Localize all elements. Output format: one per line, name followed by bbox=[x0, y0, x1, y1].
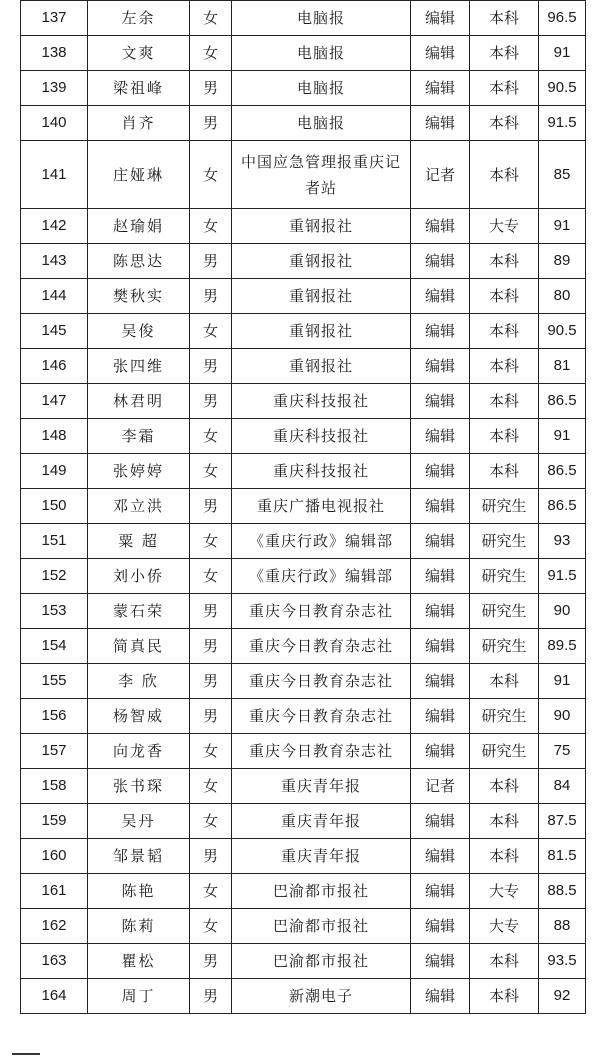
cell-position: 编辑 bbox=[411, 699, 470, 734]
cell-number: 137 bbox=[21, 1, 88, 36]
cell-name: 李 欣 bbox=[88, 664, 190, 699]
cell-unit: 重庆今日教育杂志社 bbox=[232, 629, 411, 664]
cell-number: 147 bbox=[21, 384, 88, 419]
cell-education: 大专 bbox=[470, 209, 539, 244]
cell-name: 庄娅琳 bbox=[88, 141, 190, 209]
cell-position: 编辑 bbox=[411, 209, 470, 244]
cell-education: 本科 bbox=[470, 349, 539, 384]
table-row bbox=[21, 1, 586, 36]
cell-education: 本科 bbox=[470, 839, 539, 874]
table-row bbox=[21, 36, 586, 71]
cell-position: 编辑 bbox=[411, 279, 470, 314]
cell-unit: 电脑报 bbox=[232, 1, 411, 36]
cell-score: 93 bbox=[539, 524, 586, 559]
cell-score: 96.5 bbox=[539, 1, 586, 36]
cell-education: 本科 bbox=[470, 664, 539, 699]
cell-number: 142 bbox=[21, 209, 88, 244]
cell-unit: 电脑报 bbox=[232, 71, 411, 106]
cell-score: 90.5 bbox=[539, 71, 586, 106]
cell-gender: 女 bbox=[190, 454, 232, 489]
cell-name: 简真民 bbox=[88, 629, 190, 664]
cell-education: 本科 bbox=[470, 1, 539, 36]
cell-name: 蒙石荣 bbox=[88, 594, 190, 629]
cell-unit: 重钢报社 bbox=[232, 244, 411, 279]
cell-score: 75 bbox=[539, 734, 586, 769]
table-body bbox=[21, 1, 586, 1014]
cell-unit: 重庆科技报社 bbox=[232, 454, 411, 489]
cell-gender: 男 bbox=[190, 384, 232, 419]
cell-name: 邓立洪 bbox=[88, 489, 190, 524]
cell-number: 148 bbox=[21, 419, 88, 454]
cell-number: 145 bbox=[21, 314, 88, 349]
cell-unit: 巴渝都市报社 bbox=[232, 874, 411, 909]
cell-number: 149 bbox=[21, 454, 88, 489]
cell-position: 编辑 bbox=[411, 419, 470, 454]
cell-unit: 重庆今日教育杂志社 bbox=[232, 734, 411, 769]
cell-education: 本科 bbox=[470, 944, 539, 979]
cell-position: 编辑 bbox=[411, 804, 470, 839]
cell-education: 本科 bbox=[470, 979, 539, 1014]
cell-education: 研究生 bbox=[470, 559, 539, 594]
cell-position: 记者 bbox=[411, 769, 470, 804]
cell-education: 本科 bbox=[470, 314, 539, 349]
cell-score: 90 bbox=[539, 594, 586, 629]
cell-name: 邹景韬 bbox=[88, 839, 190, 874]
cell-number: 138 bbox=[21, 36, 88, 71]
cell-score: 86.5 bbox=[539, 489, 586, 524]
cell-education: 大专 bbox=[470, 909, 539, 944]
table-row bbox=[21, 839, 586, 874]
cell-gender: 男 bbox=[190, 594, 232, 629]
cell-education: 研究生 bbox=[470, 594, 539, 629]
cell-number: 151 bbox=[21, 524, 88, 559]
cell-number: 154 bbox=[21, 629, 88, 664]
cell-gender: 女 bbox=[190, 909, 232, 944]
results-sheet bbox=[20, 0, 586, 1014]
cell-unit: 重钢报社 bbox=[232, 349, 411, 384]
cell-position: 编辑 bbox=[411, 314, 470, 349]
table-row bbox=[21, 106, 586, 141]
results-table bbox=[20, 0, 586, 1014]
cell-score: 88.5 bbox=[539, 874, 586, 909]
cell-name: 吴丹 bbox=[88, 804, 190, 839]
cell-name: 林君明 bbox=[88, 384, 190, 419]
cell-name: 瞿松 bbox=[88, 944, 190, 979]
cell-gender: 男 bbox=[190, 839, 232, 874]
cell-number: 161 bbox=[21, 874, 88, 909]
cell-gender: 男 bbox=[190, 699, 232, 734]
table-row bbox=[21, 734, 586, 769]
cell-unit: 巴渝都市报社 bbox=[232, 944, 411, 979]
table-row bbox=[21, 629, 586, 664]
cell-score: 92 bbox=[539, 979, 586, 1014]
cell-position: 编辑 bbox=[411, 524, 470, 559]
cell-unit: 电脑报 bbox=[232, 106, 411, 141]
cell-name: 张婷婷 bbox=[88, 454, 190, 489]
cell-number: 150 bbox=[21, 489, 88, 524]
cell-number: 146 bbox=[21, 349, 88, 384]
cell-number: 141 bbox=[21, 141, 88, 209]
table-row bbox=[21, 874, 586, 909]
cell-education: 研究生 bbox=[470, 489, 539, 524]
cell-education: 本科 bbox=[470, 769, 539, 804]
cell-position: 编辑 bbox=[411, 734, 470, 769]
cell-position: 编辑 bbox=[411, 384, 470, 419]
cell-score: 93.5 bbox=[539, 944, 586, 979]
cell-name: 刘小侨 bbox=[88, 559, 190, 594]
cell-position: 编辑 bbox=[411, 349, 470, 384]
cell-education: 本科 bbox=[470, 106, 539, 141]
cell-name: 文爽 bbox=[88, 36, 190, 71]
table-row bbox=[21, 909, 586, 944]
cell-position: 编辑 bbox=[411, 454, 470, 489]
cell-education: 本科 bbox=[470, 244, 539, 279]
cell-score: 90.5 bbox=[539, 314, 586, 349]
cell-gender: 男 bbox=[190, 349, 232, 384]
cell-score: 89.5 bbox=[539, 629, 586, 664]
cell-position: 编辑 bbox=[411, 944, 470, 979]
table-row bbox=[21, 489, 586, 524]
cell-education: 本科 bbox=[470, 384, 539, 419]
cell-unit: 重庆青年报 bbox=[232, 804, 411, 839]
cell-gender: 女 bbox=[190, 874, 232, 909]
cell-name: 张书琛 bbox=[88, 769, 190, 804]
cell-education: 研究生 bbox=[470, 699, 539, 734]
cell-name: 陈莉 bbox=[88, 909, 190, 944]
cell-education: 本科 bbox=[470, 454, 539, 489]
cell-position: 编辑 bbox=[411, 874, 470, 909]
cell-gender: 男 bbox=[190, 979, 232, 1014]
cell-score: 85 bbox=[539, 141, 586, 209]
cell-score: 91.5 bbox=[539, 559, 586, 594]
cell-number: 157 bbox=[21, 734, 88, 769]
cell-position: 记者 bbox=[411, 141, 470, 209]
cell-position: 编辑 bbox=[411, 489, 470, 524]
table-row bbox=[21, 314, 586, 349]
table-row bbox=[21, 594, 586, 629]
cell-number: 155 bbox=[21, 664, 88, 699]
table-row bbox=[21, 384, 586, 419]
cell-position: 编辑 bbox=[411, 594, 470, 629]
cell-unit: 《重庆行政》编辑部 bbox=[232, 524, 411, 559]
cell-name: 向龙香 bbox=[88, 734, 190, 769]
cell-education: 本科 bbox=[470, 804, 539, 839]
cell-gender: 女 bbox=[190, 314, 232, 349]
cell-education: 本科 bbox=[470, 279, 539, 314]
cell-name: 赵瑜娟 bbox=[88, 209, 190, 244]
cell-name: 陈艳 bbox=[88, 874, 190, 909]
cell-number: 153 bbox=[21, 594, 88, 629]
cell-score: 87.5 bbox=[539, 804, 586, 839]
table-row bbox=[21, 979, 586, 1014]
cell-position: 编辑 bbox=[411, 664, 470, 699]
table-row bbox=[21, 349, 586, 384]
cell-number: 140 bbox=[21, 106, 88, 141]
cell-gender: 女 bbox=[190, 36, 232, 71]
cell-position: 编辑 bbox=[411, 629, 470, 664]
cell-gender: 男 bbox=[190, 106, 232, 141]
cell-gender: 女 bbox=[190, 141, 232, 209]
cell-unit: 电脑报 bbox=[232, 36, 411, 71]
cell-unit: 重庆今日教育杂志社 bbox=[232, 699, 411, 734]
cell-unit: 重庆青年报 bbox=[232, 769, 411, 804]
cell-unit: 新潮电子 bbox=[232, 979, 411, 1014]
table-row bbox=[21, 769, 586, 804]
cell-name: 樊秋实 bbox=[88, 279, 190, 314]
cell-unit: 重钢报社 bbox=[232, 209, 411, 244]
cell-number: 162 bbox=[21, 909, 88, 944]
table-row bbox=[21, 419, 586, 454]
table-row bbox=[21, 454, 586, 489]
cell-number: 144 bbox=[21, 279, 88, 314]
table-row bbox=[21, 804, 586, 839]
cell-score: 91 bbox=[539, 419, 586, 454]
cell-score: 84 bbox=[539, 769, 586, 804]
cell-score: 91 bbox=[539, 664, 586, 699]
cell-gender: 女 bbox=[190, 1, 232, 36]
cell-name: 左余 bbox=[88, 1, 190, 36]
cell-number: 159 bbox=[21, 804, 88, 839]
cell-position: 编辑 bbox=[411, 559, 470, 594]
cell-score: 86.5 bbox=[539, 384, 586, 419]
cell-number: 158 bbox=[21, 769, 88, 804]
cell-position: 编辑 bbox=[411, 839, 470, 874]
cell-unit: 重钢报社 bbox=[232, 279, 411, 314]
cell-gender: 男 bbox=[190, 279, 232, 314]
table-row bbox=[21, 944, 586, 979]
cell-score: 90 bbox=[539, 699, 586, 734]
cell-number: 152 bbox=[21, 559, 88, 594]
cell-name: 杨智威 bbox=[88, 699, 190, 734]
cell-score: 91 bbox=[539, 36, 586, 71]
cell-unit: 重庆科技报社 bbox=[232, 384, 411, 419]
cell-position: 编辑 bbox=[411, 1, 470, 36]
cell-position: 编辑 bbox=[411, 244, 470, 279]
cell-unit: 重钢报社 bbox=[232, 314, 411, 349]
cell-position: 编辑 bbox=[411, 71, 470, 106]
cell-score: 91.5 bbox=[539, 106, 586, 141]
cell-name: 周丁 bbox=[88, 979, 190, 1014]
table-row bbox=[21, 244, 586, 279]
cell-number: 163 bbox=[21, 944, 88, 979]
cell-gender: 男 bbox=[190, 244, 232, 279]
cell-score: 80 bbox=[539, 279, 586, 314]
cell-education: 本科 bbox=[470, 71, 539, 106]
table-row bbox=[21, 279, 586, 314]
cell-education: 研究生 bbox=[470, 734, 539, 769]
table-row bbox=[21, 559, 586, 594]
cell-name: 肖齐 bbox=[88, 106, 190, 141]
table-row bbox=[21, 71, 586, 106]
cell-gender: 女 bbox=[190, 559, 232, 594]
cell-gender: 男 bbox=[190, 71, 232, 106]
cell-education: 大专 bbox=[470, 874, 539, 909]
cell-gender: 男 bbox=[190, 944, 232, 979]
cell-unit: 巴渝都市报社 bbox=[232, 909, 411, 944]
cell-position: 编辑 bbox=[411, 979, 470, 1014]
cell-position: 编辑 bbox=[411, 106, 470, 141]
table-row bbox=[21, 664, 586, 699]
cell-unit: 重庆青年报 bbox=[232, 839, 411, 874]
cell-name: 张四维 bbox=[88, 349, 190, 384]
cell-number: 164 bbox=[21, 979, 88, 1014]
cell-gender: 女 bbox=[190, 769, 232, 804]
cell-name: 陈思达 bbox=[88, 244, 190, 279]
cell-education: 研究生 bbox=[470, 524, 539, 559]
cell-gender: 女 bbox=[190, 524, 232, 559]
cell-unit: 重庆广播电视报社 bbox=[232, 489, 411, 524]
cell-education: 研究生 bbox=[470, 629, 539, 664]
cell-gender: 女 bbox=[190, 209, 232, 244]
cell-unit: 重庆今日教育杂志社 bbox=[232, 664, 411, 699]
cell-score: 91 bbox=[539, 209, 586, 244]
footer-rule bbox=[12, 1053, 40, 1055]
cell-unit: 重庆今日教育杂志社 bbox=[232, 594, 411, 629]
cell-number: 160 bbox=[21, 839, 88, 874]
cell-position: 编辑 bbox=[411, 909, 470, 944]
table-row bbox=[21, 699, 586, 734]
cell-education: 本科 bbox=[470, 419, 539, 454]
cell-position: 编辑 bbox=[411, 36, 470, 71]
table-row bbox=[21, 141, 586, 209]
cell-number: 139 bbox=[21, 71, 88, 106]
cell-unit: 中国应急管理报重庆记者站 bbox=[232, 141, 411, 209]
cell-unit: 《重庆行政》编辑部 bbox=[232, 559, 411, 594]
cell-number: 156 bbox=[21, 699, 88, 734]
cell-gender: 女 bbox=[190, 804, 232, 839]
cell-education: 本科 bbox=[470, 141, 539, 209]
cell-name: 梁祖峰 bbox=[88, 71, 190, 106]
cell-gender: 男 bbox=[190, 489, 232, 524]
cell-unit: 重庆科技报社 bbox=[232, 419, 411, 454]
cell-number: 143 bbox=[21, 244, 88, 279]
cell-score: 86.5 bbox=[539, 454, 586, 489]
cell-score: 81 bbox=[539, 349, 586, 384]
cell-name: 粟 超 bbox=[88, 524, 190, 559]
cell-score: 81.5 bbox=[539, 839, 586, 874]
cell-education: 本科 bbox=[470, 36, 539, 71]
table-row bbox=[21, 209, 586, 244]
table-row bbox=[21, 524, 586, 559]
cell-gender: 男 bbox=[190, 629, 232, 664]
cell-gender: 女 bbox=[190, 419, 232, 454]
cell-gender: 男 bbox=[190, 664, 232, 699]
cell-score: 88 bbox=[539, 909, 586, 944]
cell-name: 吴俊 bbox=[88, 314, 190, 349]
cell-name: 李霜 bbox=[88, 419, 190, 454]
cell-gender: 女 bbox=[190, 734, 232, 769]
cell-score: 89 bbox=[539, 244, 586, 279]
